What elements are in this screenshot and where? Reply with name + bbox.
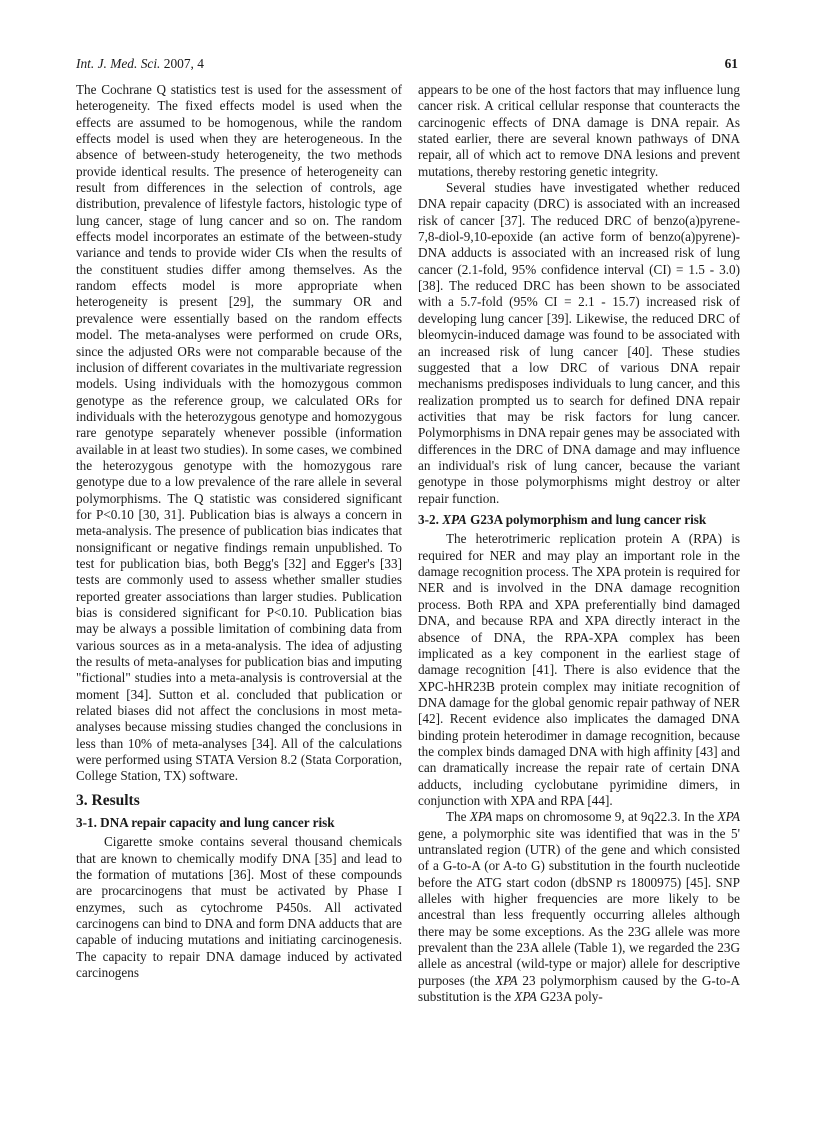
subsection-heading-dna-repair: 3-1. DNA repair capacity and lung cancer risk: [76, 814, 335, 830]
subsection-heading-xpa: [418, 512, 740, 529]
gene-name-xpa: XPA: [514, 989, 537, 1005]
results-section-heading: 3. Results: [76, 791, 140, 809]
rpa-paragraph: The heterotrimeric replication protein A (RPA) is required for NER and may play an important role in the damage recognition process. The XPA protein is required for NER and is involved in the DNA damage recognition process. Both RPA and XPA preferentially bind damaged DNA, and because RPA and XPA directly interact in the absence of DNA, the RPA-XPA complex has been implicated as a key component in the earliest stage of damage recognition [41]. There is also evidence that the XPC-hHR23B protein complex may initiate recognition of DNA damage for the global genomic repair pathway of NER [42]. Recent evidence also implicates the damaged DNA binding protein heterodimer in damage recognition, because the complex binds damaged DNA with high affinity [43] and can dramatically increase the repair rate of certain DNA adducts, including cyclobutane pyrimidine dimers, in conjunction with XPA and RPA [44].: [418, 531, 740, 808]
text-run: The: [446, 809, 470, 825]
gene-name-xpa: XPA: [442, 511, 467, 527]
text-run: G23A poly-: [536, 989, 603, 1005]
text-run: 23 polymorphism caused by the G-to-A substitution is the: [418, 972, 740, 1005]
xpa-gene-paragraph: [418, 809, 740, 1005]
left-column: [76, 82, 402, 981]
subsection-title-rest: G23A polymorphism and lung cancer risk: [466, 511, 707, 527]
results-paragraph-1: Cigarette smoke contains several thousand chemicals that are known to chemically modify DNA [35] and lead to the formation of mutations [36]. Most of these compounds are procarcinogens that must be activated by Phase I enzymes, such as cytochrome P450s. All activated carcinogens can bind to DNA and form DNA adducts that are capable of inducing mutations and initiating carcinogenesis. The capacity to repair DNA damage induced by activated carcinogens: [76, 834, 402, 981]
text-run: maps on chromosome 9, at 9q22.3. In the: [492, 809, 718, 825]
journal-name: Int. J. Med. Sci.: [76, 56, 161, 71]
text-run: gene, a polymorphic site was identified that was in the 5' untranslated region (UTR) of the gene and which consisted of a G-to-A (or A-to G) substitution in the fourth nucleotide before the ATG start codon (dbSNP rs 1800975) [45]. SNP alleles with higher frequencies are more likely to be ancestral than less frequently occurring alleles although there may be some exceptions. As the 23G allele was more prevalent than the 23A allele (Table 1), we regarded the 23G allele as ancestral (wild-type or major) allele for descriptive purposes (the: [418, 825, 740, 988]
continued-paragraph: appears to be one of the host factors that may influence lung cancer risk. A critical cellular response that counteracts the carcinogenic effects of DNA damage is DNA repair. As stated earlier, there are several known pathways of DNA repair, all of which act to remove DNA lesions and prevent mutations, thereby restoring genetic integrity.: [418, 82, 740, 179]
methods-paragraph: The Cochrane Q statistics test is used for the assessment of heterogeneity. The fixed effects model is used when the effects are assumed to be homogenous, while the random effects model is used when they are heterogeneous. In the absence of between-study heterogeneity, the two methods provide identical results. The presence of heterogeneity can result from differences in the selection of controls, age distribution, prevalence of lifestyle factors, histologic type of lung cancer, stage of lung cancer and so on. The random effects model incorporates an estimate of the between-study variance and tends to provide wider CIs when the results of the constituent studies differ among themselves. As the random effects model is more appropriate when heterogeneity is present [29], the summary OR and prevalence were essentially based on the random effects model. The meta-analyses were performed on crude ORs, since the adjusted ORs were not comparable because of the inclusion of different covariates in the multivariate regression models. Using individuals with the homozygous common genotype as the reference group, we calculated ORs for individuals with the heterozygous genotype and homozygous rare genotype separately whenever possible (information available in at least two studies). In some cases, we combined the heterozygous genotype with the homozygous rare genotype due to a low prevalence of the rare allele in several polymorphisms. The Q statistic was considered significant for P<0.10 [30, 31]. Publication bias is always a concern in meta-analysis. The presence of publication bias indicates that nonsignificant or negative findings remain unpublished. To test for publication bias, both Begg's [32] and Egger's [33] tests are commonly used to assess whether smaller studies reported greater associations than larger studies. Publication bias is considered significant for P<0.10. Publication bias may be always a possible limitation of combining data from various sources as in a meta-analysis. The idea of adjusting the results of meta-analyses for publication bias and imputing "fictional" studies into a meta-analysis is controversial at the moment [34]. Sutton et al. concluded that publication or related biases did not affect the conclusions in most meta-analyses because missing studies changed the conclusions in less than 10% of meta-analyses [34]. All of the calculations were performed using STATA Version 8.2 (Stata Corporation, College Station, TX) software.: [76, 82, 402, 784]
right-column: [418, 82, 740, 1005]
subsection-number: 3-2.: [418, 511, 443, 527]
running-header: [76, 56, 738, 76]
gene-name-xpa: XPA: [717, 809, 740, 825]
gene-name-xpa: XPA: [469, 809, 493, 825]
journal-citation: [76, 56, 204, 72]
journal-year-volume: 2007, 4: [160, 56, 204, 71]
gene-name-xpa: XPA: [495, 972, 518, 988]
page-number: 61: [724, 56, 738, 71]
drc-paragraph: Several studies have investigated whether reduced DNA repair capacity (DRC) is associated with an increased risk of cancer [37]. The reduced DRC of benzo(a)pyrene-7,8-diol-9,10-epoxide (an active form of benzo(a)pyrene)-DNA adducts is associated with an increased risk of lung cancer (2.1-fold, 95% confidence interval (CI) = 1.5 - 3.0) [38]. The reduced DRC has been shown to be associated with a 5.7-fold (95% CI = 2.1 - 15.7) increased risk of developing lung cancer [39]. Likewise, the reduced DRC of bleomycin-induced damage was found to be associated with an increased risk of lung cancer [40]. These studies suggested that a low DRC of various DNA repair mechanisms predisposes individuals to lung cancer, and this realization prompted us to search for defined DNA repair activities that may be risk factors for lung cancer. Polymorphisms in DNA repair genes may be associated with differences in the DRC of DNA damage and may influence an individual's risk of lung cancer, because the variant genotype in those polymorphisms might destroy or alter repair function.: [418, 180, 740, 506]
